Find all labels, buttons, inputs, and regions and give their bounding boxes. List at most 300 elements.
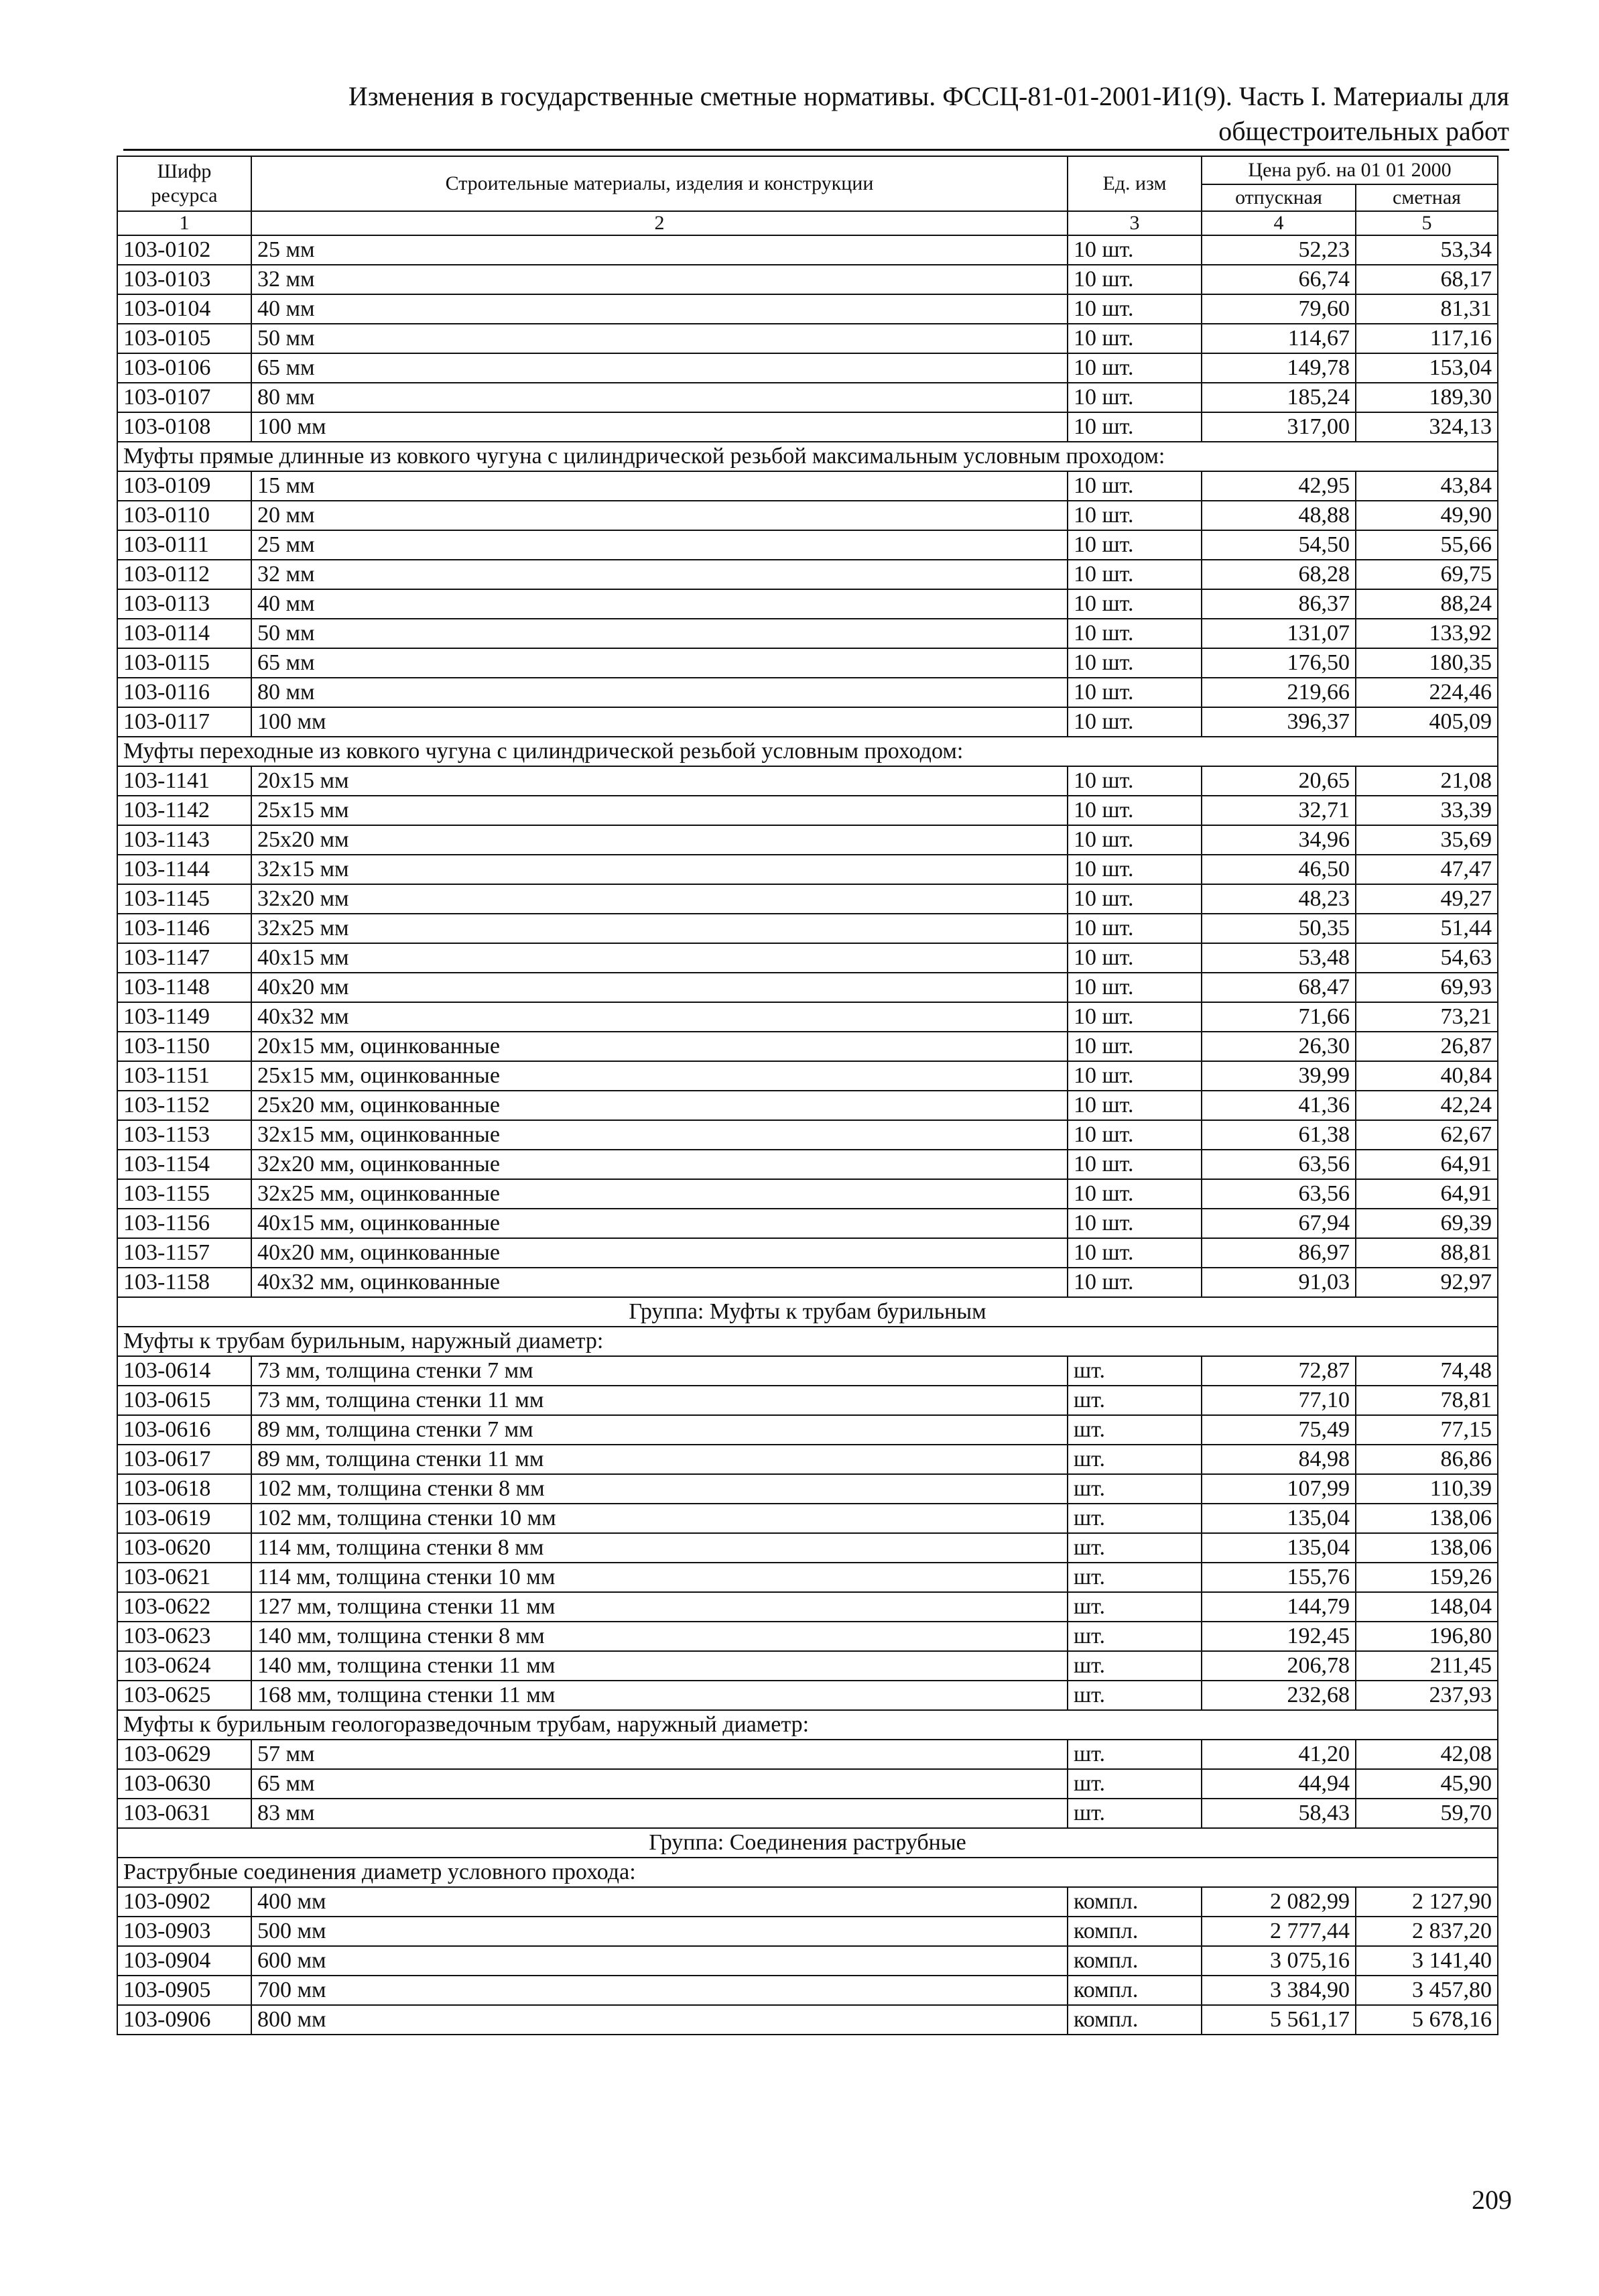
cell-unit: шт. bbox=[1068, 1769, 1202, 1799]
subheading-row bbox=[117, 1327, 1498, 1356]
table-row bbox=[117, 1946, 1498, 1976]
col-number: 5 bbox=[1356, 211, 1498, 235]
cell-release-price: 79,60 bbox=[1202, 294, 1356, 324]
cell-release-price: 232,68 bbox=[1202, 1681, 1356, 1710]
cell-release-price: 135,04 bbox=[1202, 1533, 1356, 1563]
cell-release-price: 54,50 bbox=[1202, 530, 1356, 560]
cell-code: 103-0616 bbox=[117, 1415, 251, 1445]
cell-unit: шт. bbox=[1068, 1533, 1202, 1563]
cell-name: 73 мм, толщина стенки 11 мм bbox=[251, 1386, 1068, 1415]
cell-name: 40х20 мм, оцинкованные bbox=[251, 1238, 1068, 1268]
cell-release-price: 396,37 bbox=[1202, 707, 1356, 737]
cell-unit: шт. bbox=[1068, 1799, 1202, 1828]
cell-unit: 10 шт. bbox=[1068, 825, 1202, 855]
subheading: Муфты к бурильным геологоразведочным трубам, наружный диаметр: bbox=[117, 1710, 1498, 1740]
table-row bbox=[117, 973, 1498, 1002]
cell-name: 500 мм bbox=[251, 1917, 1068, 1946]
cell-estimate-price: 224,46 bbox=[1356, 678, 1498, 707]
cell-estimate-price: 88,81 bbox=[1356, 1238, 1498, 1268]
cell-code: 103-0902 bbox=[117, 1887, 251, 1917]
cell-code: 103-0114 bbox=[117, 619, 251, 648]
cell-estimate-price: 117,16 bbox=[1356, 324, 1498, 353]
cell-unit: 10 шт. bbox=[1068, 619, 1202, 648]
cell-name: 140 мм, толщина стенки 8 мм bbox=[251, 1622, 1068, 1651]
cell-release-price: 66,74 bbox=[1202, 265, 1356, 294]
cell-unit: шт. bbox=[1068, 1563, 1202, 1592]
cell-name: 100 мм bbox=[251, 412, 1068, 442]
cell-name: 40х32 мм, оцинкованные bbox=[251, 1268, 1068, 1297]
cell-estimate-price: 54,63 bbox=[1356, 943, 1498, 973]
cell-code: 103-0116 bbox=[117, 678, 251, 707]
table-row bbox=[117, 265, 1498, 294]
cell-release-price: 34,96 bbox=[1202, 825, 1356, 855]
col-number: 1 bbox=[117, 211, 251, 235]
subheading: Муфты переходные из ковкого чугуна с цилиндрической резьбой условным проходом: bbox=[117, 737, 1498, 766]
table-row bbox=[117, 353, 1498, 383]
table-row bbox=[117, 383, 1498, 412]
cell-release-price: 50,35 bbox=[1202, 914, 1356, 943]
cell-code: 103-0619 bbox=[117, 1504, 251, 1533]
table-row bbox=[117, 943, 1498, 973]
cell-release-price: 26,30 bbox=[1202, 1032, 1356, 1061]
cell-estimate-price: 138,06 bbox=[1356, 1533, 1498, 1563]
cell-code: 103-1141 bbox=[117, 766, 251, 796]
cell-code: 103-0618 bbox=[117, 1474, 251, 1504]
table-row bbox=[117, 2005, 1498, 2035]
cell-unit: 10 шт. bbox=[1068, 1061, 1202, 1091]
cell-name: 40х15 мм, оцинкованные bbox=[251, 1209, 1068, 1238]
cell-release-price: 68,28 bbox=[1202, 560, 1356, 589]
cell-name: 50 мм bbox=[251, 619, 1068, 648]
cell-name: 25х20 мм bbox=[251, 825, 1068, 855]
cell-code: 103-0630 bbox=[117, 1769, 251, 1799]
cell-estimate-price: 81,31 bbox=[1356, 294, 1498, 324]
cell-name: 57 мм bbox=[251, 1740, 1068, 1769]
table-row bbox=[117, 825, 1498, 855]
cell-name: 25 мм bbox=[251, 235, 1068, 265]
cell-name: 127 мм, толщина стенки 11 мм bbox=[251, 1592, 1068, 1622]
page-number: 209 bbox=[1472, 2185, 1512, 2215]
cell-code: 103-1144 bbox=[117, 855, 251, 884]
table-row bbox=[117, 619, 1498, 648]
cell-estimate-price: 53,34 bbox=[1356, 235, 1498, 265]
table-row bbox=[117, 560, 1498, 589]
cell-name: 800 мм bbox=[251, 2005, 1068, 2035]
cell-name: 25х15 мм, оцинкованные bbox=[251, 1061, 1068, 1091]
cell-name: 50 мм bbox=[251, 324, 1068, 353]
cell-unit: 10 шт. bbox=[1068, 766, 1202, 796]
cell-code: 103-0105 bbox=[117, 324, 251, 353]
header-line-1: Изменения в государственные сметные нормативы. ФССЦ-81-01-2001-И1(9). Часть I. Материалы для bbox=[348, 81, 1509, 111]
table-row bbox=[117, 1179, 1498, 1209]
table-row bbox=[117, 1150, 1498, 1179]
cell-release-price: 3 075,16 bbox=[1202, 1946, 1356, 1976]
cell-unit: 10 шт. bbox=[1068, 1032, 1202, 1061]
table-row bbox=[117, 1120, 1498, 1150]
cell-code: 103-0906 bbox=[117, 2005, 251, 2035]
table-row bbox=[117, 1533, 1498, 1563]
table-row bbox=[117, 766, 1498, 796]
subheading-row bbox=[117, 442, 1498, 471]
cell-unit: 10 шт. bbox=[1068, 501, 1202, 530]
cell-release-price: 114,67 bbox=[1202, 324, 1356, 353]
cell-unit: 10 шт. bbox=[1068, 796, 1202, 825]
col-number: 3 bbox=[1068, 211, 1202, 235]
cell-code: 103-0629 bbox=[117, 1740, 251, 1769]
cell-estimate-price: 49,27 bbox=[1356, 884, 1498, 914]
cell-name: 40 мм bbox=[251, 589, 1068, 619]
price-table bbox=[117, 156, 1498, 2035]
cell-estimate-price: 69,93 bbox=[1356, 973, 1498, 1002]
table-row bbox=[117, 324, 1498, 353]
cell-unit: 10 шт. bbox=[1068, 648, 1202, 678]
table-row bbox=[117, 1002, 1498, 1032]
table-row bbox=[117, 1445, 1498, 1474]
table-row bbox=[117, 678, 1498, 707]
cell-estimate-price: 43,84 bbox=[1356, 471, 1498, 501]
table-row bbox=[117, 1976, 1498, 2005]
cell-unit: компл. bbox=[1068, 1946, 1202, 1976]
table-row bbox=[117, 1799, 1498, 1828]
cell-release-price: 135,04 bbox=[1202, 1504, 1356, 1533]
cell-name: 40 мм bbox=[251, 294, 1068, 324]
cell-release-price: 46,50 bbox=[1202, 855, 1356, 884]
cell-unit: 10 шт. bbox=[1068, 1268, 1202, 1297]
cell-estimate-price: 2 127,90 bbox=[1356, 1887, 1498, 1917]
cell-unit: 10 шт. bbox=[1068, 324, 1202, 353]
table-row bbox=[117, 235, 1498, 265]
cell-code: 103-0620 bbox=[117, 1533, 251, 1563]
cell-code: 103-1151 bbox=[117, 1061, 251, 1091]
cell-release-price: 39,99 bbox=[1202, 1061, 1356, 1091]
cell-estimate-price: 88,24 bbox=[1356, 589, 1498, 619]
group-heading-row bbox=[117, 1297, 1498, 1327]
cell-release-price: 41,20 bbox=[1202, 1740, 1356, 1769]
table-row bbox=[117, 294, 1498, 324]
cell-release-price: 155,76 bbox=[1202, 1563, 1356, 1592]
cell-unit: шт. bbox=[1068, 1740, 1202, 1769]
cell-release-price: 317,00 bbox=[1202, 412, 1356, 442]
cell-estimate-price: 3 141,40 bbox=[1356, 1946, 1498, 1976]
col-header-code: Шифр ресурса bbox=[117, 156, 251, 211]
cell-release-price: 72,87 bbox=[1202, 1356, 1356, 1386]
cell-code: 103-1153 bbox=[117, 1120, 251, 1150]
table-row bbox=[117, 412, 1498, 442]
cell-release-price: 149,78 bbox=[1202, 353, 1356, 383]
table-row bbox=[117, 1651, 1498, 1681]
cell-name: 600 мм bbox=[251, 1946, 1068, 1976]
cell-unit: шт. bbox=[1068, 1445, 1202, 1474]
cell-code: 103-0109 bbox=[117, 471, 251, 501]
table-row bbox=[117, 1091, 1498, 1120]
cell-name: 40х15 мм bbox=[251, 943, 1068, 973]
cell-code: 103-0107 bbox=[117, 383, 251, 412]
cell-release-price: 131,07 bbox=[1202, 619, 1356, 648]
cell-estimate-price: 180,35 bbox=[1356, 648, 1498, 678]
cell-unit: 10 шт. bbox=[1068, 530, 1202, 560]
cell-estimate-price: 33,39 bbox=[1356, 796, 1498, 825]
cell-unit: 10 шт. bbox=[1068, 855, 1202, 884]
cell-release-price: 86,97 bbox=[1202, 1238, 1356, 1268]
cell-code: 103-1157 bbox=[117, 1238, 251, 1268]
cell-code: 103-0622 bbox=[117, 1592, 251, 1622]
cell-name: 32 мм bbox=[251, 560, 1068, 589]
cell-unit: 10 шт. bbox=[1068, 1238, 1202, 1268]
cell-unit: шт. bbox=[1068, 1504, 1202, 1533]
cell-unit: 10 шт. bbox=[1068, 471, 1202, 501]
cell-name: 32х25 мм, оцинкованные bbox=[251, 1179, 1068, 1209]
cell-unit: шт. bbox=[1068, 1474, 1202, 1504]
cell-estimate-price: 92,97 bbox=[1356, 1268, 1498, 1297]
cell-release-price: 71,66 bbox=[1202, 1002, 1356, 1032]
cell-estimate-price: 26,87 bbox=[1356, 1032, 1498, 1061]
cell-code: 103-0623 bbox=[117, 1622, 251, 1651]
cell-code: 103-1158 bbox=[117, 1268, 251, 1297]
cell-unit: 10 шт. bbox=[1068, 1120, 1202, 1150]
group-heading: Группа: Соединения раструбные bbox=[117, 1828, 1498, 1858]
cell-estimate-price: 42,08 bbox=[1356, 1740, 1498, 1769]
col-header-name: Строительные материалы, изделия и конструкции bbox=[251, 156, 1068, 211]
cell-code: 103-0111 bbox=[117, 530, 251, 560]
cell-code: 103-0108 bbox=[117, 412, 251, 442]
cell-release-price: 61,38 bbox=[1202, 1120, 1356, 1150]
cell-release-price: 2 777,44 bbox=[1202, 1917, 1356, 1946]
cell-code: 103-0110 bbox=[117, 501, 251, 530]
cell-release-price: 107,99 bbox=[1202, 1474, 1356, 1504]
cell-code: 103-1145 bbox=[117, 884, 251, 914]
cell-name: 25 мм bbox=[251, 530, 1068, 560]
cell-name: 140 мм, толщина стенки 11 мм bbox=[251, 1651, 1068, 1681]
cell-release-price: 58,43 bbox=[1202, 1799, 1356, 1828]
cell-name: 114 мм, толщина стенки 8 мм bbox=[251, 1533, 1068, 1563]
cell-estimate-price: 86,86 bbox=[1356, 1445, 1498, 1474]
cell-code: 103-1150 bbox=[117, 1032, 251, 1061]
cell-estimate-price: 189,30 bbox=[1356, 383, 1498, 412]
cell-release-price: 2 082,99 bbox=[1202, 1887, 1356, 1917]
cell-estimate-price: 110,39 bbox=[1356, 1474, 1498, 1504]
cell-estimate-price: 45,90 bbox=[1356, 1769, 1498, 1799]
table-row bbox=[117, 707, 1498, 737]
cell-estimate-price: 62,67 bbox=[1356, 1120, 1498, 1150]
cell-name: 40х20 мм bbox=[251, 973, 1068, 1002]
cell-code: 103-0903 bbox=[117, 1917, 251, 1946]
cell-name: 65 мм bbox=[251, 1769, 1068, 1799]
cell-code: 103-1147 bbox=[117, 943, 251, 973]
cell-release-price: 48,23 bbox=[1202, 884, 1356, 914]
cell-release-price: 91,03 bbox=[1202, 1268, 1356, 1297]
cell-unit: шт. bbox=[1068, 1622, 1202, 1651]
table-row bbox=[117, 1356, 1498, 1386]
cell-name: 400 мм bbox=[251, 1887, 1068, 1917]
cell-name: 32х20 мм, оцинкованные bbox=[251, 1150, 1068, 1179]
cell-estimate-price: 2 837,20 bbox=[1356, 1917, 1498, 1946]
cell-code: 103-0617 bbox=[117, 1445, 251, 1474]
table-row bbox=[117, 471, 1498, 501]
cell-name: 102 мм, толщина стенки 8 мм bbox=[251, 1474, 1068, 1504]
cell-unit: 10 шт. bbox=[1068, 973, 1202, 1002]
cell-code: 103-0115 bbox=[117, 648, 251, 678]
cell-name: 20х15 мм bbox=[251, 766, 1068, 796]
table-row bbox=[117, 1504, 1498, 1533]
cell-release-price: 48,88 bbox=[1202, 501, 1356, 530]
col-header-unit: Ед. изм bbox=[1068, 156, 1202, 211]
table-row bbox=[117, 1032, 1498, 1061]
cell-estimate-price: 64,91 bbox=[1356, 1179, 1498, 1209]
cell-code: 103-0112 bbox=[117, 560, 251, 589]
cell-estimate-price: 21,08 bbox=[1356, 766, 1498, 796]
cell-release-price: 3 384,90 bbox=[1202, 1976, 1356, 2005]
cell-unit: 10 шт. bbox=[1068, 589, 1202, 619]
cell-estimate-price: 68,17 bbox=[1356, 265, 1498, 294]
cell-name: 40х32 мм bbox=[251, 1002, 1068, 1032]
cell-name: 20х15 мм, оцинкованные bbox=[251, 1032, 1068, 1061]
cell-release-price: 84,98 bbox=[1202, 1445, 1356, 1474]
cell-estimate-price: 59,70 bbox=[1356, 1799, 1498, 1828]
cell-unit: 10 шт. bbox=[1068, 560, 1202, 589]
cell-code: 103-0905 bbox=[117, 1976, 251, 2005]
table-row bbox=[117, 1592, 1498, 1622]
cell-release-price: 192,45 bbox=[1202, 1622, 1356, 1651]
cell-name: 32х15 мм, оцинкованные bbox=[251, 1120, 1068, 1150]
table-row bbox=[117, 501, 1498, 530]
cell-estimate-price: 237,93 bbox=[1356, 1681, 1498, 1710]
cell-name: 32х15 мм bbox=[251, 855, 1068, 884]
cell-unit: 10 шт. bbox=[1068, 884, 1202, 914]
cell-release-price: 176,50 bbox=[1202, 648, 1356, 678]
cell-estimate-price: 51,44 bbox=[1356, 914, 1498, 943]
cell-name: 25х20 мм, оцинкованные bbox=[251, 1091, 1068, 1120]
cell-unit: шт. bbox=[1068, 1415, 1202, 1445]
cell-release-price: 5 561,17 bbox=[1202, 2005, 1356, 2035]
cell-unit: 10 шт. bbox=[1068, 1150, 1202, 1179]
cell-unit: компл. bbox=[1068, 1917, 1202, 1946]
cell-estimate-price: 69,39 bbox=[1356, 1209, 1498, 1238]
cell-estimate-price: 55,66 bbox=[1356, 530, 1498, 560]
cell-estimate-price: 78,81 bbox=[1356, 1386, 1498, 1415]
cell-code: 103-1156 bbox=[117, 1209, 251, 1238]
cell-code: 103-0631 bbox=[117, 1799, 251, 1828]
cell-name: 15 мм bbox=[251, 471, 1068, 501]
cell-name: 65 мм bbox=[251, 648, 1068, 678]
table-row bbox=[117, 1209, 1498, 1238]
cell-name: 700 мм bbox=[251, 1976, 1068, 2005]
header-line-2: общестроительных работ bbox=[1218, 116, 1509, 146]
cell-unit: шт. bbox=[1068, 1681, 1202, 1710]
cell-unit: шт. bbox=[1068, 1651, 1202, 1681]
cell-estimate-price: 196,80 bbox=[1356, 1622, 1498, 1651]
cell-unit: 10 шт. bbox=[1068, 1002, 1202, 1032]
cell-code: 103-0614 bbox=[117, 1356, 251, 1386]
cell-code: 103-0106 bbox=[117, 353, 251, 383]
table-row bbox=[117, 1268, 1498, 1297]
cell-name: 73 мм, толщина стенки 7 мм bbox=[251, 1356, 1068, 1386]
cell-unit: 10 шт. bbox=[1068, 943, 1202, 973]
cell-name: 100 мм bbox=[251, 707, 1068, 737]
table-row bbox=[117, 796, 1498, 825]
cell-estimate-price: 74,48 bbox=[1356, 1356, 1498, 1386]
cell-unit: 10 шт. bbox=[1068, 235, 1202, 265]
table-row bbox=[117, 1474, 1498, 1504]
cell-release-price: 41,36 bbox=[1202, 1091, 1356, 1120]
cell-name: 114 мм, толщина стенки 10 мм bbox=[251, 1563, 1068, 1592]
table-row bbox=[117, 1740, 1498, 1769]
cell-release-price: 53,48 bbox=[1202, 943, 1356, 973]
cell-name: 89 мм, толщина стенки 11 мм bbox=[251, 1445, 1068, 1474]
group-heading-row bbox=[117, 1828, 1498, 1858]
table-row bbox=[117, 1622, 1498, 1651]
subheading: Муфты прямые длинные из ковкого чугуна с цилиндрической резьбой максимальным условным проходом: bbox=[117, 442, 1498, 471]
cell-name: 20 мм bbox=[251, 501, 1068, 530]
cell-unit: 10 шт. bbox=[1068, 707, 1202, 737]
cell-code: 103-0117 bbox=[117, 707, 251, 737]
cell-release-price: 86,37 bbox=[1202, 589, 1356, 619]
cell-estimate-price: 64,91 bbox=[1356, 1150, 1498, 1179]
cell-code: 103-1154 bbox=[117, 1150, 251, 1179]
cell-name: 89 мм, толщина стенки 7 мм bbox=[251, 1415, 1068, 1445]
cell-release-price: 44,94 bbox=[1202, 1769, 1356, 1799]
table-body bbox=[117, 235, 1498, 2035]
cell-release-price: 219,66 bbox=[1202, 678, 1356, 707]
cell-estimate-price: 405,09 bbox=[1356, 707, 1498, 737]
cell-code: 103-1152 bbox=[117, 1091, 251, 1120]
cell-estimate-price: 73,21 bbox=[1356, 1002, 1498, 1032]
cell-name: 32х25 мм bbox=[251, 914, 1068, 943]
cell-unit: компл. bbox=[1068, 1887, 1202, 1917]
cell-estimate-price: 211,45 bbox=[1356, 1651, 1498, 1681]
cell-unit: 10 шт. bbox=[1068, 353, 1202, 383]
cell-code: 103-0615 bbox=[117, 1386, 251, 1415]
table-row bbox=[117, 1769, 1498, 1799]
cell-code: 103-0625 bbox=[117, 1681, 251, 1710]
cell-estimate-price: 77,15 bbox=[1356, 1415, 1498, 1445]
cell-code: 103-1146 bbox=[117, 914, 251, 943]
col-number: 2 bbox=[251, 211, 1068, 235]
col-header-estimate: сметная bbox=[1356, 184, 1498, 211]
cell-release-price: 20,65 bbox=[1202, 766, 1356, 796]
cell-estimate-price: 47,47 bbox=[1356, 855, 1498, 884]
cell-release-price: 63,56 bbox=[1202, 1150, 1356, 1179]
cell-name: 102 мм, толщина стенки 10 мм bbox=[251, 1504, 1068, 1533]
cell-unit: шт. bbox=[1068, 1386, 1202, 1415]
cell-name: 168 мм, толщина стенки 11 мм bbox=[251, 1681, 1068, 1710]
cell-unit: 10 шт. bbox=[1068, 914, 1202, 943]
cell-unit: 10 шт. bbox=[1068, 678, 1202, 707]
subheading: Муфты к трубам бурильным, наружный диаметр: bbox=[117, 1327, 1498, 1356]
cell-estimate-price: 324,13 bbox=[1356, 412, 1498, 442]
col-header-price: Цена руб. на 01 01 2000 bbox=[1202, 156, 1498, 184]
cell-name: 65 мм bbox=[251, 353, 1068, 383]
cell-code: 103-0621 bbox=[117, 1563, 251, 1592]
cell-estimate-price: 3 457,80 bbox=[1356, 1976, 1498, 2005]
cell-release-price: 185,24 bbox=[1202, 383, 1356, 412]
page-header bbox=[114, 79, 1509, 149]
cell-code: 103-1143 bbox=[117, 825, 251, 855]
cell-estimate-price: 133,92 bbox=[1356, 619, 1498, 648]
cell-estimate-price: 42,24 bbox=[1356, 1091, 1498, 1120]
cell-estimate-price: 138,06 bbox=[1356, 1504, 1498, 1533]
table-row bbox=[117, 884, 1498, 914]
subheading: Раструбные соединения диаметр условного прохода: bbox=[117, 1858, 1498, 1887]
subheading-row bbox=[117, 1858, 1498, 1887]
cell-unit: 10 шт. bbox=[1068, 294, 1202, 324]
table-row bbox=[117, 914, 1498, 943]
cell-estimate-price: 148,04 bbox=[1356, 1592, 1498, 1622]
col-header-release: отпускная bbox=[1202, 184, 1356, 211]
cell-estimate-price: 49,90 bbox=[1356, 501, 1498, 530]
cell-name: 32 мм bbox=[251, 265, 1068, 294]
cell-release-price: 42,95 bbox=[1202, 471, 1356, 501]
cell-unit: шт. bbox=[1068, 1592, 1202, 1622]
